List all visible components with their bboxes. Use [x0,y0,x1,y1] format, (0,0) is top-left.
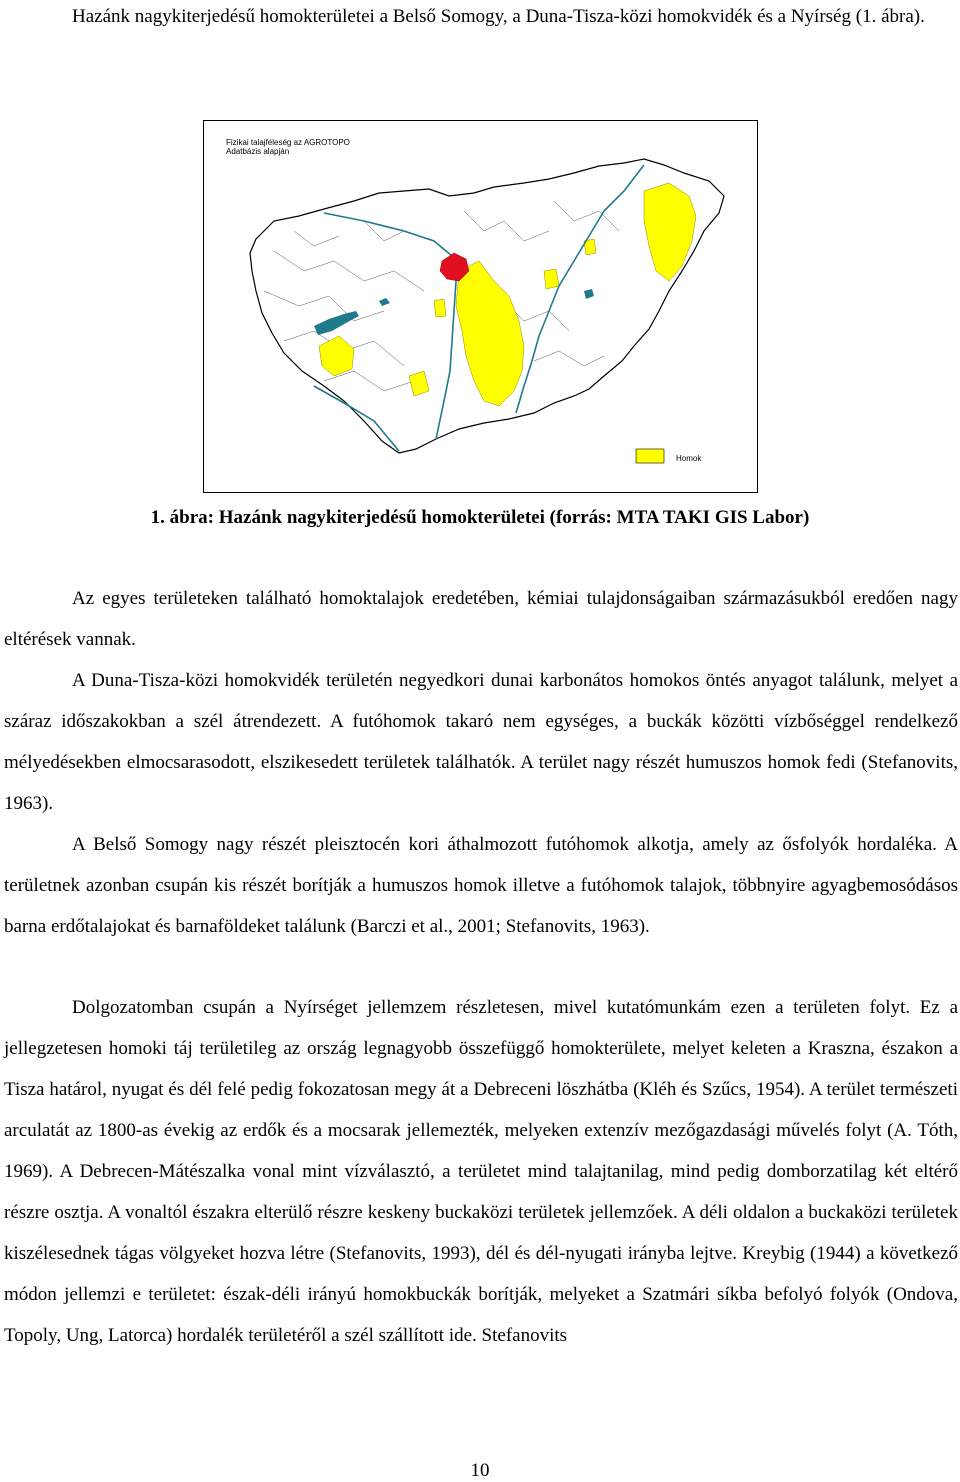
paragraph-2: A Duna-Tisza-közi homokvidék területén negyedkori dunai karbonátos homokos öntés anyagot találunk, melyet a száraz időszakokban a szél átrendezett. A futóhomok takaró nem egységes, a buckák közötti vízbőséggel rendelkező mélyedésekben elmocsarasodott, elszikesedett területek találhatók. A terület nagy részét humuszos homok fedi (Stefanovits, 1963). [4,670,958,814]
paragraph-1: Az egyes területeken található homoktalajok eredetében, kémiai tulajdonságaiban származásukból eredően nagy eltérések vannak. [4,588,958,650]
legend-label-homok: Homok [676,454,702,463]
sand-area-small-4 [434,299,446,317]
legend-swatch-homok [636,449,664,463]
figure-caption: 1. ábra: Hazánk nagykiterjedésű homokterületei (forrás: MTA TAKI GIS Labor) [150,507,810,528]
paragraph-4: Dolgozatomban csupán a Nyírséget jellemzem részletesen, mivel kutatómunkám ezen a területen folyt. Ez a jellegzetesen homoki táj területileg az ország legnagyobb összefüggő homokterülete, melyet keleten a Kraszna, északon a Tisza határol, nyugat és dél felé pedig fokozatosan megy át a Debreceni löszhátba (Kléh és Szűcs, 1954). A terület természeti arculatát az 1800-as évekig az erdők és a mocsarak jellemezték, melyeken extenzív mezőgazdasági művelés folyt (A. Tóth, 1969). A Debrecen-Mátészalka vonal mint vízválasztó, a területet mind talajtanilag, mind pedig domborzatilag két eltérő részre osztja. A vonaltól északra elterülő részre keskeny buckaközi területek jellemzőek. A déli oldalon a buckaközi területek kiszélesednek tágas völgyeket hozva létre (Stefanovits, 1993), dél és dél-nyugati irányba lejtve. Kreybig (1944) a következő módon jellemzi e területet: észak-déli irányú homokbuckák borítják, melyeket a Szatmári síkba befolyó folyók (Ondova, Topoly, Ung, Latorca) hordalék területéről a szél szállított ide. Stefanovits [4,997,958,1346]
soil-map-figure [203,120,758,493]
map-title [226,138,350,156]
sand-area-small-2 [544,269,559,289]
paragraph-3: A Belső Somogy nagy részét pleisztocén kori áthalmozott futóhomok alkotja, amely az ősfolyók hordaléka. A területnek azonban csupán kis részét borítják a humuszos homok illetve a futóhomok talajok, többnyire agyagbemosódásos barna erdőtalajokat és barnaföldeket találunk (Barczi et al., 2001; Stefanovits, 1963). [4,834,958,937]
page-number: 10 [470,1460,490,1481]
intro-paragraph: Hazánk nagykiterjedésű homokterületei a Belső Somogy, a Duna-Tisza-közi homokvidék és a Nyírség (1. ábra). [72,6,925,27]
hungary-map [204,121,757,492]
map-title-line-1: Fizikai talajféleség az AGROTOPO [226,138,350,147]
map-title-line-2: Adatbázis alapján [226,147,290,156]
